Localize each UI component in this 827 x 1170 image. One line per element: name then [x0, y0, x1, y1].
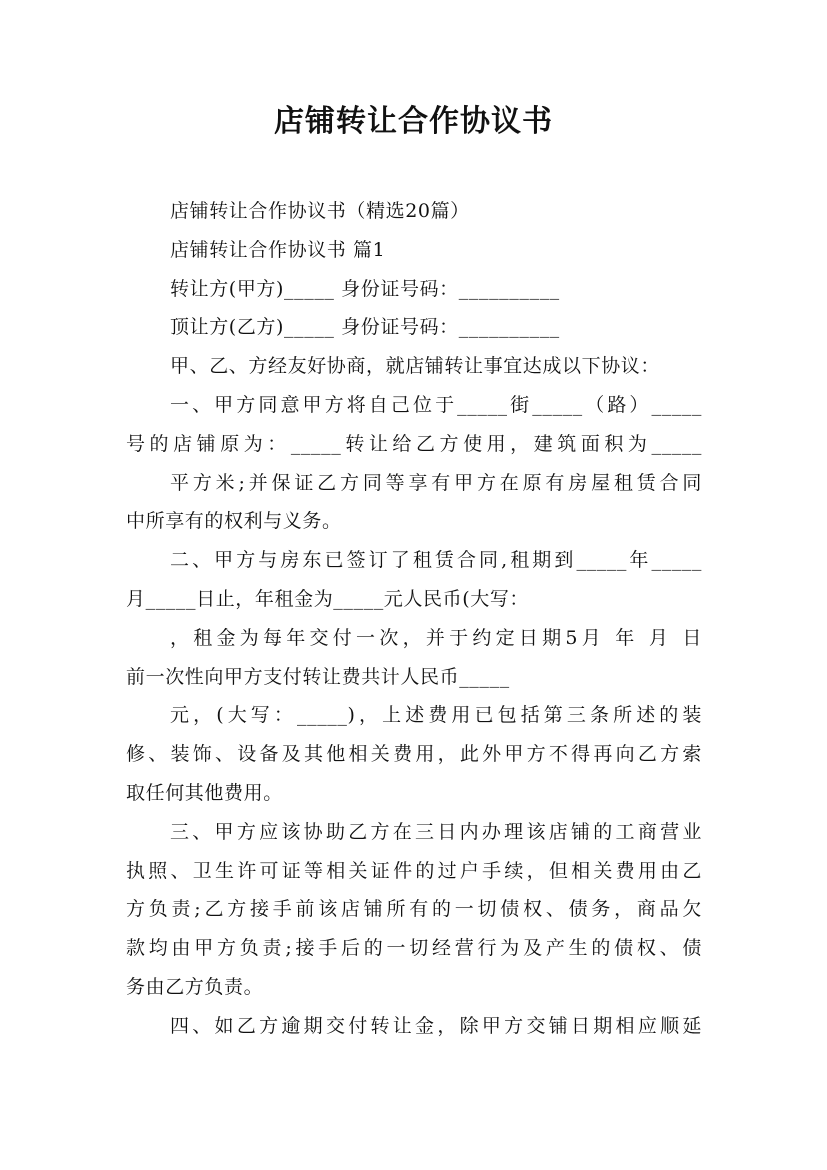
paragraph-line: 平方米;并保证乙方同等享有甲方在原有房屋租赁合同 — [170, 471, 702, 494]
paragraph-line: 务由乙方负责。 — [126, 975, 264, 998]
paragraph-line: 四、如乙方逾期交付转让金，除甲方交铺日期相应顺延 — [170, 1014, 702, 1037]
paragraph-line: 号的店铺原为：_____转让给乙方使用，建筑面积为_____ — [126, 432, 702, 455]
paragraph-line: 三、甲方应该协助乙方在三日内办理该店铺的工商营业 — [170, 820, 702, 843]
paragraph-line: 中所享有的权利与义务。 — [126, 510, 342, 533]
paragraph-line: 款均由甲方负责;接手后的一切经营行为及产生的债权、债 — [126, 937, 702, 960]
paragraph-line: 取任何其他费用。 — [126, 781, 283, 804]
paragraph-line: 修、装饰、设备及其他相关费用，此外甲方不得再向乙方索 — [126, 743, 702, 766]
document-body — [126, 192, 702, 1046]
party-b-line: 顶让方(乙方)_____ 身份证号码：__________ — [170, 316, 560, 339]
paragraph-line: 方负责;乙方接手前该店铺所有的一切债权、债务，商品欠 — [126, 898, 702, 921]
paragraph-line: 执照、卫生许可证等相关证件的过户手续，但相关费用由乙 — [126, 859, 702, 882]
document-title: 店铺转让合作协议书 — [274, 104, 553, 139]
paragraph-line: 一、甲方同意甲方将自己位于_____街_____（路）_____ — [170, 393, 702, 416]
paragraph-line: ，租金为每年交付一次，并于约定日期5月 年 月 日 — [170, 626, 702, 649]
paragraph-line: 前一次性向甲方支付转让费共计人民币_____ — [126, 665, 510, 688]
paragraph-line: 元，(大写：_____)，上述费用已包括第三条所述的装 — [170, 704, 702, 727]
paragraph-line: 甲、乙、方经友好协商，就店铺转让事宜达成以下协议： — [170, 355, 661, 378]
subtitle-line: 店铺转让合作协议书（精选20篇） — [170, 200, 470, 222]
section-heading: 店铺转让合作协议书 篇1 — [170, 238, 386, 261]
paragraph-line: 二、甲方与房东已签订了租赁合同,租期到_____年_____ — [170, 549, 702, 572]
paragraph-line: 月_____日止，年租金为_____元人民币(大写： — [126, 587, 530, 610]
party-a-line: 转让方(甲方)_____ 身份证号码：__________ — [170, 277, 560, 300]
